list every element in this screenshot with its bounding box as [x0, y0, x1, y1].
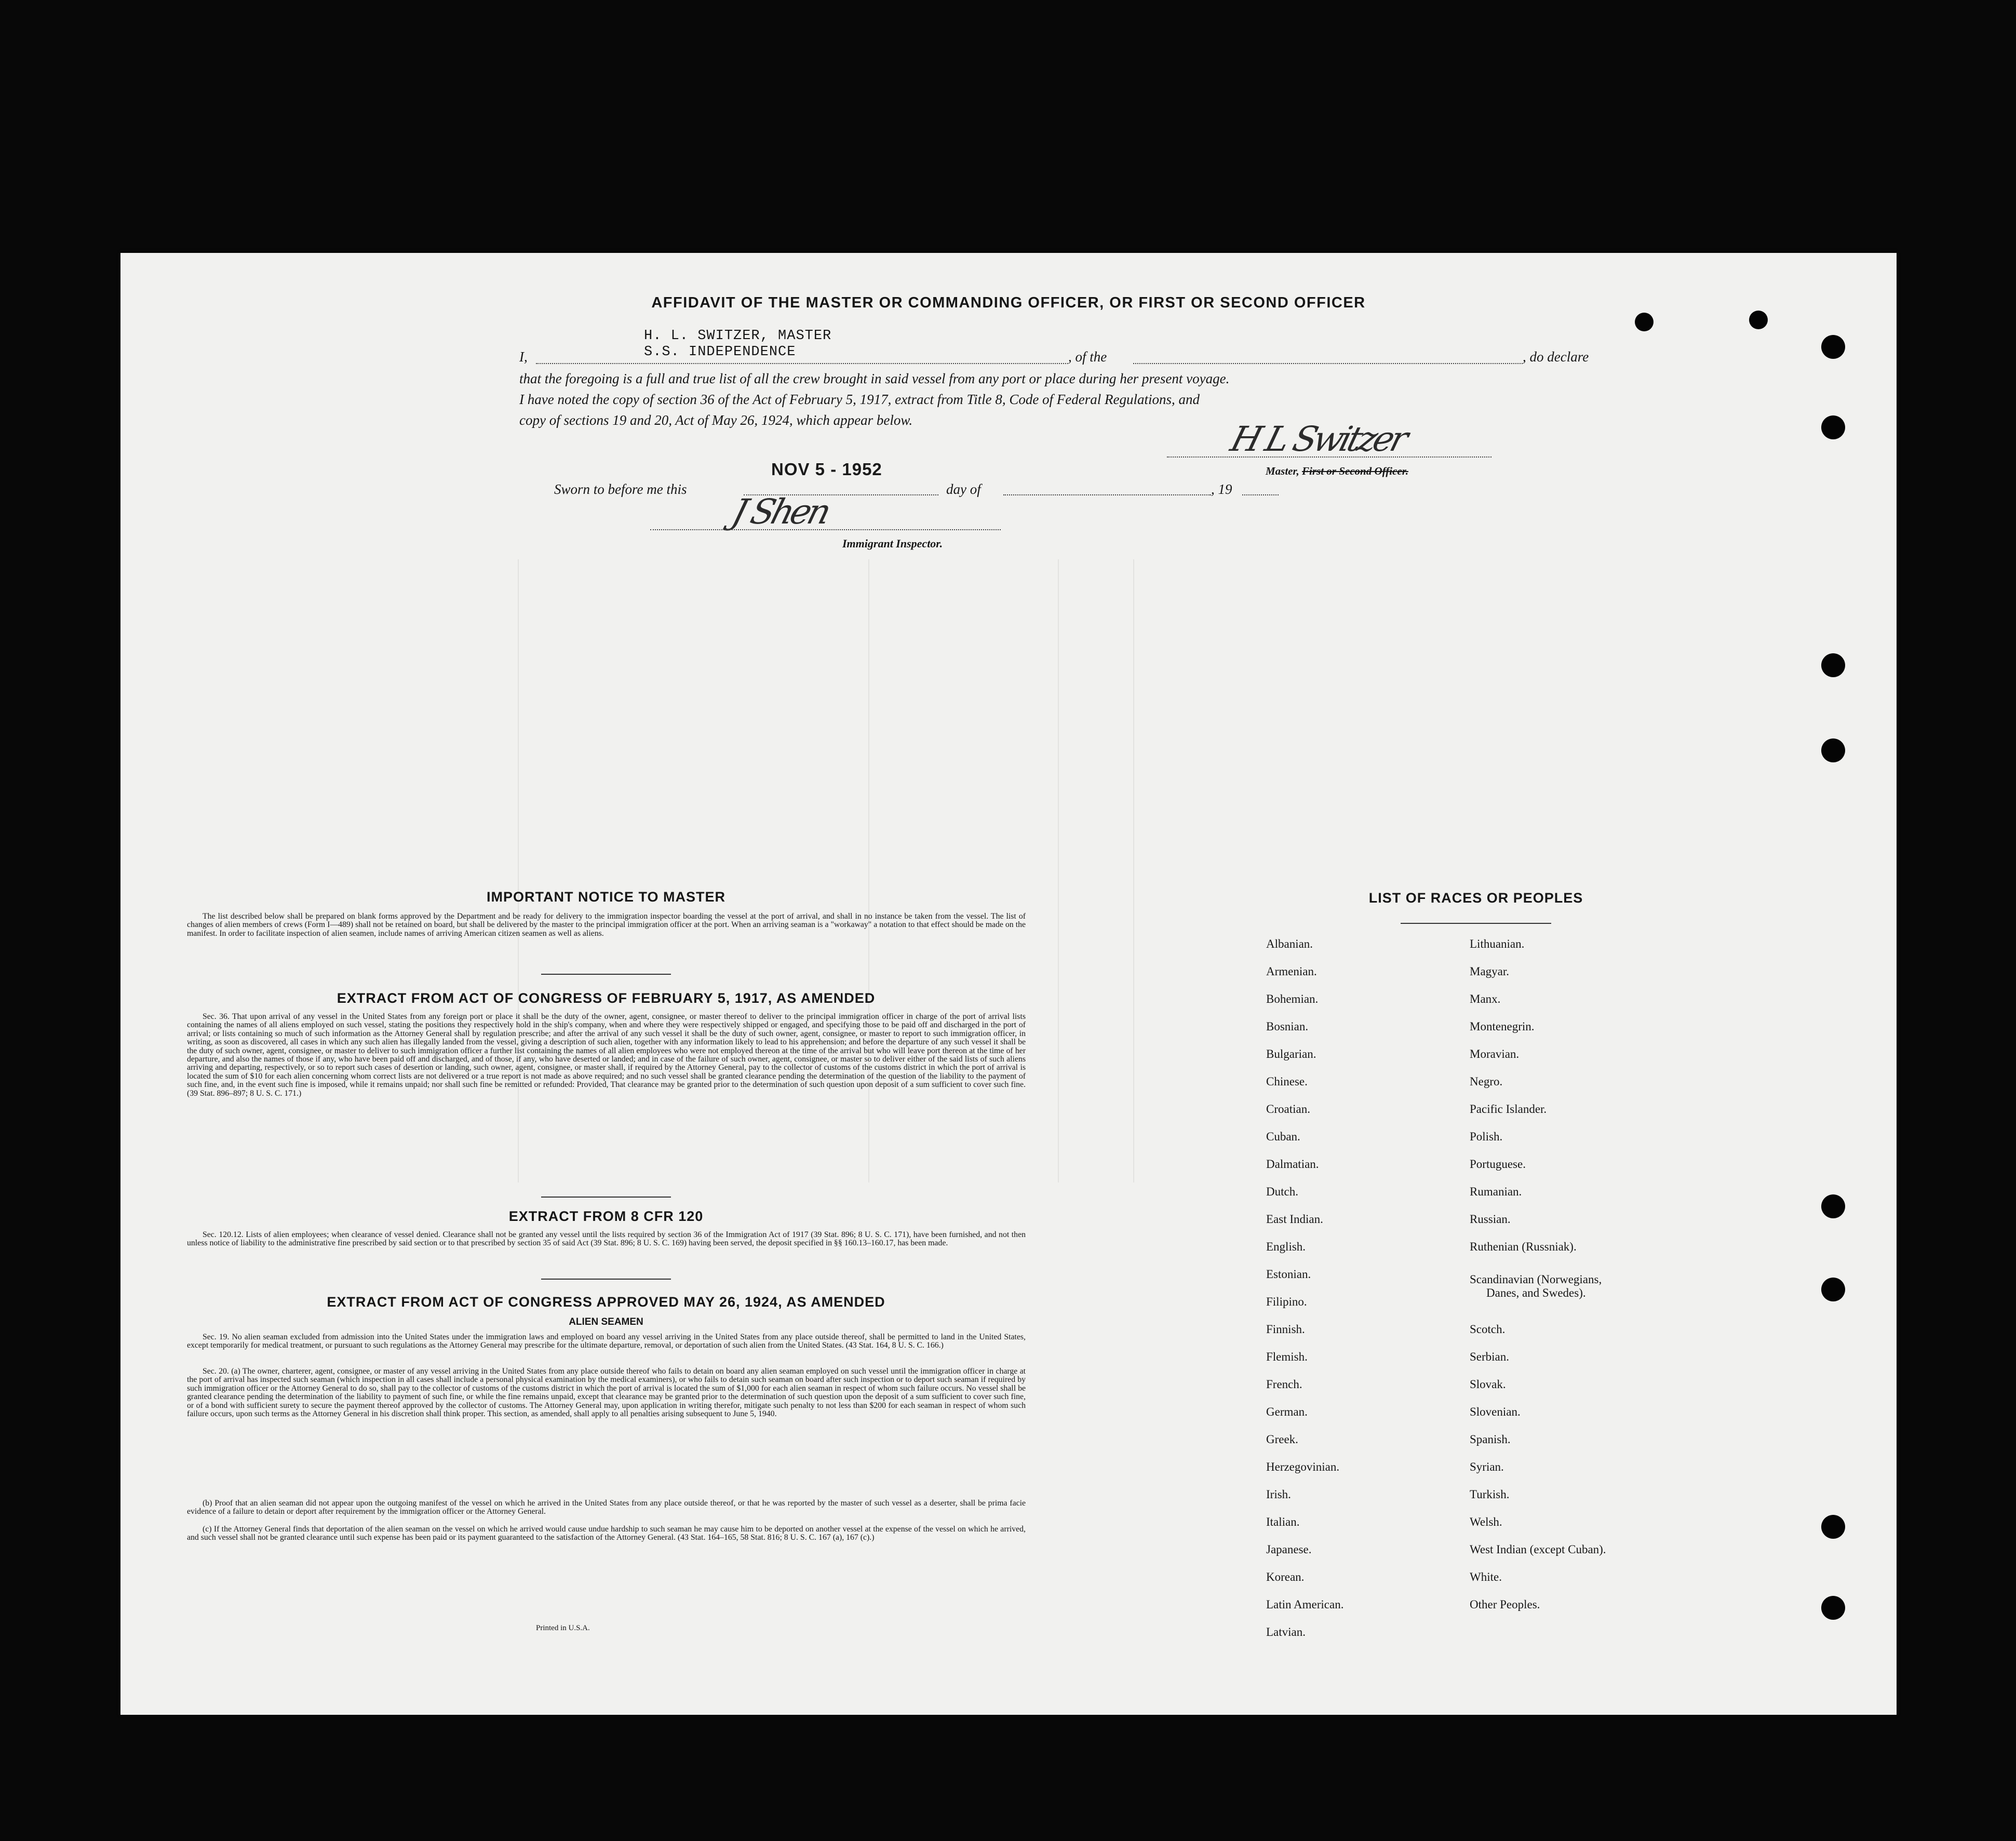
race-item: Spanish.: [1470, 1433, 1511, 1446]
race-item: Dalmatian.: [1266, 1158, 1319, 1171]
extract-1924-title: EXTRACT FROM ACT OF CONGRESS APPROVED MAY 26, 1924, AS AMENDED: [327, 1294, 885, 1310]
race-item: Syrian.: [1470, 1460, 1504, 1473]
race-item: Rumanian.: [1470, 1185, 1522, 1198]
race-item: French.: [1266, 1378, 1302, 1391]
race-item: Russian.: [1470, 1213, 1511, 1226]
race-item: Armenian.: [1266, 965, 1317, 978]
race-item: Filipino.: [1266, 1295, 1307, 1308]
inspector-signature-line: [650, 529, 1001, 530]
race-item: Ruthenian (Russniak).: [1470, 1240, 1577, 1253]
typed-master-name: H. L. SWITZER, MASTER: [644, 328, 832, 344]
extract-1924-sec20b: (b) Proof that an alien seaman did not appear upon the outgoing manifest of the vessel on which he arrived in the United States from any place outside thereof, or that he was reported by the master of such vessel as a deserter, shall be prima facie evidence of a failure to detain or deport after requirement by the immigration officer or the Attorney General.: [187, 1499, 1026, 1516]
race-item: Welsh.: [1470, 1515, 1502, 1528]
race-item: Estonian.: [1266, 1268, 1311, 1281]
master-signature-line: [1167, 456, 1491, 458]
notice-body: The list described below shall be prepared on blank forms approved by the Department and be ready for delivery to the immigration inspector boarding the vessel at the port of arrival, and shall in no instance be taken from the vessel. The list of changes of alien members of crews (Form I—489) shall not be retained on board, but shall be delivered by the master to the principal immigration officer at the port. When an arriving seaman is a "workaway" a notation to that effect should be made on the manifest. In order to facilitate inspection of alien seamen, include names of arriving American citizen seamen as well as aliens.: [187, 912, 1026, 938]
binder-hole: [1635, 313, 1654, 331]
race-item: Polish.: [1470, 1130, 1503, 1143]
race-item: Slovenian.: [1470, 1405, 1521, 1418]
binder-hole: [1821, 1596, 1845, 1620]
date-stamp: NOV 5 - 1952: [771, 460, 882, 479]
race-item: Slovak.: [1470, 1378, 1506, 1391]
race-item: Albanian.: [1266, 937, 1313, 950]
i-label: I,: [519, 349, 528, 365]
extract-1917-title: EXTRACT FROM ACT OF CONGRESS OF FEBRUARY 5, 1917, AS AMENDED: [337, 990, 876, 1006]
year-label: , 19: [1211, 481, 1232, 497]
binder-hole: [1821, 738, 1845, 762]
race-item: Bulgarian.: [1266, 1047, 1316, 1060]
race-item: Scotch.: [1470, 1323, 1506, 1336]
race-item: Serbian.: [1470, 1350, 1510, 1363]
name-blank-line: [536, 363, 1068, 364]
race-item: East Indian.: [1266, 1213, 1323, 1226]
do-declare-label: , do declare: [1523, 349, 1589, 365]
race-item: Latvian.: [1266, 1625, 1306, 1638]
document-page: [120, 253, 1897, 1715]
affidavit-title: AFFIDAVIT OF THE MASTER OR COMMANDING OFFICER, OR FIRST OR SECOND OFFICER: [651, 294, 1366, 311]
race-item: Cuban.: [1266, 1130, 1300, 1143]
race-item: West Indian (except Cuban).: [1470, 1543, 1606, 1556]
extract-1924-sec19: Sec. 19. No alien seaman excluded from admission into the United States under the immigration laws and employed on board any vessel arriving in the United States from any place outside thereof, shall be permitted to land in the United States, except temporarily for medical treatment, or pursuant to such regulations as the Attorney General may prescribe for the ultimate departure, removal, or deportation of such alien from the United States. (43 Stat. 164, 8 U. S. C. 166.): [187, 1333, 1026, 1350]
sworn-month-line: [1003, 494, 1211, 495]
race-item: Japanese.: [1266, 1543, 1312, 1556]
typed-vessel-name: S.S. INDEPENDENCE: [644, 344, 796, 360]
race-item: Flemish.: [1266, 1350, 1308, 1363]
binder-hole: [1821, 335, 1845, 359]
race-item: Greek.: [1266, 1433, 1298, 1446]
race-item: Montenegrin.: [1470, 1020, 1535, 1033]
race-item: Bohemian.: [1266, 992, 1319, 1005]
printed-in-usa: Printed in U.S.A.: [536, 1624, 590, 1632]
notice-title: IMPORTANT NOTICE TO MASTER: [487, 889, 725, 905]
inspector-signature: J Shen: [728, 492, 833, 532]
race-item: Manx.: [1470, 992, 1501, 1005]
sworn-year-line: [1242, 494, 1279, 495]
races-title: LIST OF RACES OR PEOPLES: [1368, 890, 1583, 906]
race-item: Chinese.: [1266, 1075, 1308, 1088]
declaration-line-2: that the foregoing is a full and true list of all the crew brought in said vessel from any port or place during her present voyage.: [519, 371, 1230, 386]
race-item: Italian.: [1266, 1515, 1300, 1528]
of-the-label: , of the: [1068, 349, 1107, 365]
race-item: White.: [1470, 1570, 1502, 1583]
binder-hole: [1821, 1515, 1845, 1539]
race-item: Herzegovinian.: [1266, 1460, 1340, 1473]
extract-cfr-title: EXTRACT FROM 8 CFR 120: [508, 1208, 704, 1224]
extract-1917-body: Sec. 36. That upon arrival of any vessel in the United States from any foreign port or place it shall be the duty of the owner, agent, consignee, or master thereof to deliver to the principal immigration officer in charge of the port of arrival lists containing the names of all aliens employed on such vessel, stating the positions they respectively hold in the ship's company, when and where they were respectively shipped or engaged, and specifying those to be paid off and discharged in the port of arrival; or lists containing so much of such information as the Attorney General shall by regulation prescribe; and after the arrival of any such vessel it shall be the duty of such owner, agent, consignee, or master to report to such immigration officer, in writing, as soon as discovered, all cases in which any such alien has illegally landed from the vessel, giving a description of such alien, together with any information likely to lead to his apprehension; and before the departure of any such vessel it shall be the duty of such owner, agent, consignee, or master to deliver to such immigration officer a further list containing the names of all alien employees who were not employed thereon at the time of the arrival but who will leave port thereon at the time of her departure, and also the names of those if any, who have been paid off and discharged, and of those, if any, who have deserted or landed; and in case of the failure of such owner, agent, consignee, or master so to deliver either of the said lists of such aliens arriving and departing, respectively, or so to report such cases of desertion or landing, such owner, agent, consignee, or master shall, if required by the Attorney General, pay to the collector of customs of the customs district in which the port of arrival is located the sum of $10 for each alien concerning whom correct lists are not delivered or a true report is not made as above required; and no such vessel shall be granted clearance pending the determination of the question of the liability to the payment of such fine, and, in the event such fine is imposed, while it remains unpaid; nor shall such fine be remitted or refunded: Provided, That clearance may be granted prior to the determination of such question upon deposit of a sum sufficient to cover such fine. (39 Stat. 896–897; 8 U. S. C. 171.): [187, 1012, 1026, 1098]
binder-hole: [1749, 311, 1768, 329]
binder-hole: [1821, 653, 1845, 677]
inspector-label: Immigrant Inspector.: [842, 537, 943, 550]
divider: [541, 1279, 671, 1280]
binder-hole: [1821, 1194, 1845, 1218]
race-item: Croatian.: [1266, 1103, 1310, 1116]
race-item: Moravian.: [1470, 1047, 1520, 1060]
race-item: Other Peoples.: [1470, 1598, 1540, 1611]
master-signature: H L Switzer: [1226, 419, 1410, 459]
race-item: Dutch.: [1266, 1185, 1298, 1198]
divider: [541, 1197, 671, 1198]
race-item: German.: [1266, 1405, 1308, 1418]
race-item: English.: [1266, 1240, 1306, 1253]
extract-cfr-body: Sec. 120.12. Lists of alien employees; when clearance of vessel denied. Clearance shall not be granted any vessel until the lists required by section 36 of the Immigration Act of 1917 (39 Stat. 896; 8 U. S. C. 171), have been furnished, and not then unless notice of liability to the administrative fine prescribed by said section or to that prescribed by section 35 of said Act (39 Stat. 896; 8 U. S. C. 169) having been served, the deposit specified in §§ 160.13–160.17, has been made.: [187, 1230, 1026, 1248]
declaration-line-4: copy of sections 19 and 20, Act of May 26, 1924, which appear below.: [519, 412, 913, 428]
master-label-struck: First or Second Officer.: [1302, 465, 1408, 477]
races-title-rule: [1401, 923, 1551, 924]
binder-hole: [1821, 415, 1845, 439]
race-item: Danes, and Swedes).: [1486, 1286, 1586, 1299]
divider: [541, 974, 671, 975]
master-label: [1266, 461, 1408, 481]
sworn-label: Sworn to before me this: [554, 481, 687, 497]
master-label-prefix: Master,: [1266, 465, 1302, 477]
race-item: Pacific Islander.: [1470, 1103, 1547, 1116]
vessel-blank-line: [1133, 363, 1523, 364]
race-item: Bosnian.: [1266, 1020, 1309, 1033]
race-item: Korean.: [1266, 1570, 1305, 1583]
race-item: Latin American.: [1266, 1598, 1344, 1611]
race-item: Portuguese.: [1470, 1158, 1526, 1171]
race-item: Negro.: [1470, 1075, 1503, 1088]
extract-1924-sec20c: (c) If the Attorney General finds that deportation of the alien seaman on the vessel on which he arrived would cause undue hardship to such seaman he may cause him to be deported on another vessel at the expense of the vessel on which he arrived, and such vessel shall not be granted clearance until such expense has been paid or its payment guaranteed to the satisfaction of the Attorney General. (43 Stat. 164–165, 58 Stat. 816; 8 U. S. C. 167 (a), 167 (c).): [187, 1525, 1026, 1542]
extract-1924-sec20a: Sec. 20. (a) The owner, charterer, agent, consignee, or master of any vessel arriving in the United States from any place outside thereof who fails to detain on board any alien seaman employed on such vessel until the immigration officer in charge at the port of arrival has inspected such seaman (which inspection in all cases shall include a personal physical examination by the medical examiners), or who fails to detain such seaman on board after such inspection or to deport such seaman if required by such immigration officer or the Attorney General to do so, shall pay to the collector of customs of the customs district in which the port of arrival is located the sum of $1,000 for each alien seaman in respect of whom such failure occurs. No vessel shall be granted clearance pending the determination of the liability to payment of such fine, or while the fine remains unpaid, except that clearance may be granted prior to the determination of such question upon the deposit of a sum sufficient to cover such fine, or of a bond with sufficient surety to secure the payment thereof approved by the collector of customs. The Attorney General may, upon application in writing therefor, mitigate such penalty to not less than $200 for each seaman in respect of whom such failure occurs, upon such terms as the Attorney General in his discretion shall think proper. This section, as amended, shall apply to all penalties arising subsequent to June 5, 1940.: [187, 1367, 1026, 1419]
race-item: Magyar.: [1470, 965, 1510, 978]
race-item: Finnish.: [1266, 1323, 1305, 1336]
declaration-line-3: I have noted the copy of section 36 of the Act of February 5, 1917, extract from Title 8, Code of Federal Regulations, and: [519, 392, 1200, 407]
race-item: Irish.: [1266, 1488, 1291, 1501]
race-item: Lithuanian.: [1470, 937, 1525, 950]
binder-hole: [1821, 1278, 1845, 1301]
extract-1924-subtitle: ALIEN SEAMEN: [569, 1316, 643, 1327]
day-of-label: day of: [946, 481, 981, 497]
race-item: Turkish.: [1470, 1488, 1510, 1501]
race-item: Scandinavian (Norwegians,: [1470, 1273, 1602, 1286]
